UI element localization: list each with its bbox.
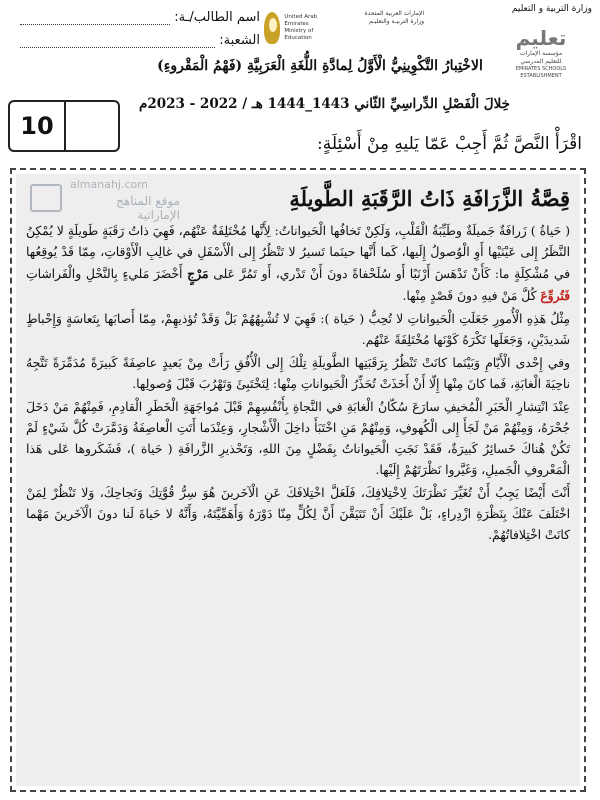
logo-arabic: مؤسسة الإمارات للتعليم المدرسي: [519, 50, 563, 65]
watermark-site: almanahj.com: [70, 178, 148, 191]
ministry-label: وزارة التربية و التعليم: [511, 4, 592, 14]
site-watermark: [30, 178, 180, 222]
student-name-row: [20, 10, 260, 25]
paragraph-1-text: ( حَياةُ ) زَرافَةٌ جَميلَةٌ وطَيِّبَةُ الْقَلْبِ، وَلَكِنْ تَخافُها الْحَيواناتُ: لِأَنَّها مُخْتَلِفَةٌ عَنْهُم، فَهِيَ ذاتُ رَقَبَةٍ طَويلَةٍ لا يُمْكِنُ النَّظَرُ إِلى عَيْنَيْها أَوِ الْوُصولُ إِلَيها، كَما أَنَّها حينَما تَسيرُ لا تَنْظُرُ إِلى الْأَسْفَلِ في غالِبِ الْأَوْقاتِ، مِمّا قَدْ يُوقِعُها في مُشْكِلَةٍ ما: كَأَنْ تَدْهَسَ أَرْنَبًا أَو سُلَحْفاةً دونَ أَنْ تَدْري، أَو تَمُرَّ عَلى: [26, 224, 570, 281]
exam-term: خِلالَ الْفَصْلِ الدِّراسِيِّ الثّاني 1443_1444 هـ / 2022 - 2023م: [138, 96, 510, 112]
book-icon: [30, 184, 62, 212]
paragraph-1-text-2: أَخْضَرَ مَليءٍ بِالنَّحْلِ والْفَراشاتِ: [26, 267, 183, 281]
falcon-emblem-icon: [264, 12, 280, 44]
student-name-field[interactable]: [20, 13, 170, 25]
uae-emblem: [264, 8, 338, 48]
section-field[interactable]: [20, 36, 215, 48]
paragraph-4: عِنْدَ انْتِشارِ الْخَبَرِ الْمُخيفِ سارَعَ سُكّانُ الْغابَةِ في النَّجاةِ بِأَنْفُسِهِمْ قَبْلَ مُواجَهَةِ الْخَطَرِ الْقادِمِ، فَمِنْهُمْ مَنْ دَخَلَ جُحْرَهُ، وَمِنْهُمْ مَنْ لَجَأَ إِلى الْكُهوفِ، وَمِنْهُمْ مَنِ اخْتَبَأَ داخِلَ الْأَشْجارِ، وَعِنْدَما أَتَتِ الْعاصِفَةُ وَدَمَّرَتْ كُلَّ شَيْءٍ لَمْ تَكُنْ هُناكَ خَسائِرُ كَبيرَةٌ، فَقَدْ نَجَتِ الْحَيواناتُ بِفَضْلٍ مِنَ اللهِ، وَتَحْذيرِ الزَّرافَةِ ( حَياة )، فَشَكَروها عَلى هَذا الْمَعْروفِ الْجَميلِ، وَغَيَّروا نَظْرَتَهُمْ إِلَيْها.: [26, 400, 570, 477]
watermark-arabic: موقع المناهج الإماراتية: [116, 194, 180, 222]
paragraph-1: [26, 221, 570, 307]
paragraph-3: وفي إِحْدى الْأَيّامِ وَبَيْنَما كانَتْ تَنْظُرُ بِرَقَبَتِها الطَّويلَةِ تِلْكَ إِلى الْأُفُقِ رَأَتْ مِنْ بَعيدٍ عاصِفَةً كَبيرَةً مُدَمِّرَةً تَتَّجِهُ ناحِيَةَ الْغابَةِ، فَما كانَ مِنْها إِلّا أَنْ أَخَذَتْ تُحَذِّرُ الْحَيواناتِ مِنْها: لِتَخْتَبِئَ وَتَهْرُبَ قَبْلَ وُصولِها.: [26, 356, 570, 391]
section-row: [20, 33, 260, 48]
highlight-word-marj: مَرْجٍ: [187, 266, 209, 281]
paragraph-5: أَنْتَ أَيْضًا يَجِبُ أَنْ تُغَيِّرَ نَظْرَتَكَ لِاخْتِلافِكَ، فَلَعَلَّ اخْتِلافَكَ عَنِ الْآخَرينَ هُوَ سِرُّ قُوَّتِكَ وَنَجاحِكَ، وَلا تَنْظُرْ لِمَنْ اخْتَلَفَ عَنْكَ بِنَظْرَةِ ازْدِراءٍ، بَلْ عَلَيْكَ أَنْ تَتَيَقَّنَ أَنَّ لِكُلٍّ مِنّا دَوْرَهُ وَأَهَمِّيَّتَهُ، وَأَنَّهُ لا حَياةَ لَنا دونَ الْآخَرينَ مَهْما كانَتْ اخْتِلافاتُهُمْ.: [26, 486, 570, 542]
emblem-arabic-text: الإمارات العربية المتحدة وزارة التربيـة والتعليـم: [364, 10, 424, 25]
logo-english: EMIRATES SCHOOLS ESTABLISHMENT: [515, 66, 567, 79]
paragraph-1-text-3: كُلَّ مَنْ فيهِ دونَ قَصْدٍ مِنْها.: [402, 289, 537, 303]
story-frame: [10, 168, 586, 792]
score-box: [8, 100, 120, 152]
section-label: الشعبة:: [219, 33, 260, 48]
story-title: قِصَّةُ الزَّرَافَةِ ذَاتُ الرَّقَبَةِ الطَّويلَةِ: [289, 186, 570, 211]
exam-title: الاخْتِبارُ التَّكْوِينِيُّ الْأَوَّلُ لِمادَّةِ اللُّغَةِ الْعَرَبِيَّةِ (فَهْمُ الْمَقْروءِ): [157, 58, 483, 74]
instruction: اقْرَأْ النَّصَّ ثُمَّ أَجِبْ عَمّا يَليهِ مِنْ أَسْئِلَةٍ:: [317, 134, 582, 154]
paragraph-2: مِثْلُ هَذِهِ الْأُمورِ جَعَلَتِ الْحَيواناتِ لا تُحِبُّ ( حَياة ): فَهِيَ لا تُشْبِهُهُمْ بَلْ وَقَدْ تُؤذيهِمْ، مِمّا أَصابَها بِتَعاسَةٍ وَإِحْباطٍ شَديدَيْنِ، وَجَعَلَها تَكْرَهُ كَوْنَها مُخْتَلِفَةً عَنْهُم.: [26, 312, 570, 347]
logo-word: تعليم: [515, 26, 567, 50]
student-info: [20, 10, 260, 56]
emblem-english-text: United Arab Emirates Ministry of Education: [284, 14, 318, 41]
story-body: [16, 174, 580, 786]
total-score: 10: [10, 102, 66, 150]
highlight-word-tarwa: فَتُروِّعَ: [540, 288, 570, 303]
student-name-label: اسم الطالب/ـة:: [174, 10, 260, 25]
student-score-field[interactable]: [66, 102, 118, 150]
